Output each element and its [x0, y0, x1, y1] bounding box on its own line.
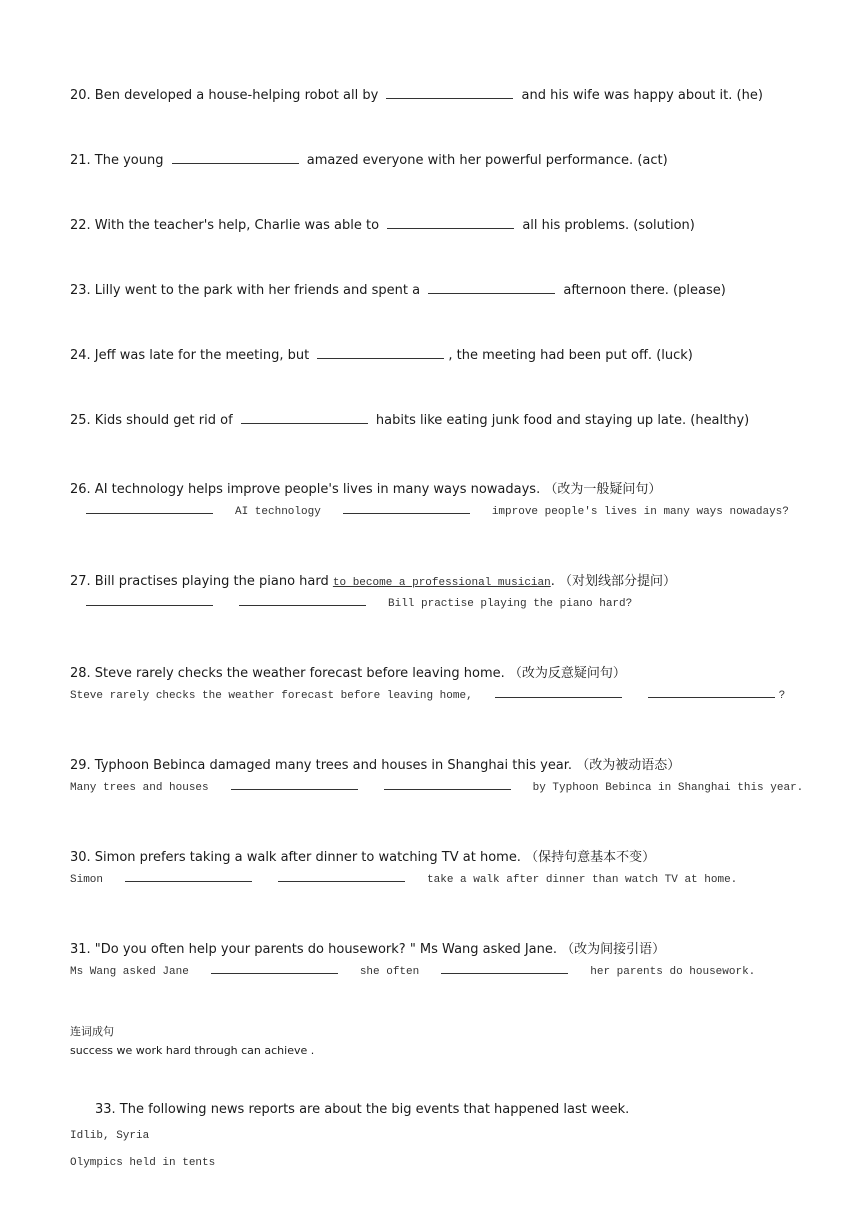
answer-blank[interactable] [386, 97, 513, 99]
question-25: 25. Kids should get rid of habits like eating junk food and staying up late. (healthy) [70, 413, 750, 428]
question-28-answer: Steve rarely checks the weather forecast before leaving home, ? [70, 690, 786, 702]
answer-blank[interactable] [495, 696, 622, 698]
answer-blank[interactable] [125, 880, 252, 882]
news-headline: Olympics held in tents [70, 1157, 216, 1169]
question-30-answer: Simon take a walk after dinner than watch TV at home. [70, 874, 738, 886]
answer-blank[interactable] [317, 357, 444, 359]
answer-blank[interactable] [441, 972, 568, 974]
answer-blank[interactable] [211, 972, 338, 974]
question-26-answer: AI technology improve people's lives in many ways nowadays? [82, 506, 789, 518]
question-30-prompt: 30. Simon prefers taking a walk after dinner to watching TV at home. （保持句意基本不变） [70, 850, 656, 865]
question-20: 20. Ben developed a house-helping robot all by and his wife was happy about it. (he) [70, 88, 763, 103]
answer-blank[interactable] [86, 512, 213, 514]
question-29-answer: Many trees and houses by Typhoon Bebinca in Shanghai this year. [70, 782, 804, 794]
answer-blank[interactable] [231, 788, 358, 790]
answer-blank[interactable] [86, 604, 213, 606]
underlined-phrase: to become a professional musician [332, 577, 551, 589]
answer-blank[interactable] [428, 292, 555, 294]
question-27-answer: Bill practise playing the piano hard? [82, 598, 632, 610]
question-27-prompt: 27. Bill practises playing the piano hard to become a professional musician. （对划线部分提问） [70, 574, 676, 589]
answer-blank[interactable] [172, 162, 299, 164]
question-23: 23. Lilly went to the park with her friends and spent a afternoon there. (please) [70, 283, 726, 298]
answer-blank[interactable] [343, 512, 470, 514]
answer-blank[interactable] [239, 604, 366, 606]
answer-blank[interactable] [387, 227, 514, 229]
section-heading: 连词成句 [70, 1025, 114, 1038]
question-31-prompt: 31. "Do you often help your parents do housework? " Ms Wang asked Jane. （改为间接引语） [70, 942, 666, 957]
news-place: Idlib, Syria [70, 1130, 150, 1142]
word-order-prompt: success we work hard through can achieve . [70, 1044, 315, 1057]
question-33-prompt: 33. The following news reports are about the big events that happened last week. [95, 1102, 630, 1117]
answer-blank[interactable] [384, 788, 511, 790]
question-21: 21. The young amazed everyone with her powerful performance. (act) [70, 153, 668, 168]
question-24: 24. Jeff was late for the meeting, but , the meeting had been put off. (luck) [70, 348, 693, 363]
question-28-prompt: 28. Steve rarely checks the weather forecast before leaving home. （改为反意疑问句） [70, 666, 626, 681]
question-22: 22. With the teacher's help, Charlie was able to all his problems. (solution) [70, 218, 695, 233]
question-26-prompt: 26. AI technology helps improve people's lives in many ways nowadays. （改为一般疑问句） [70, 482, 662, 497]
question-31-answer: Ms Wang asked Jane she often her parents do housework. [70, 966, 756, 978]
answer-blank[interactable] [241, 422, 368, 424]
question-29-prompt: 29. Typhoon Bebinca damaged many trees and houses in Shanghai this year. （改为被动语态） [70, 758, 681, 773]
answer-blank[interactable] [648, 696, 775, 698]
answer-blank[interactable] [278, 880, 405, 882]
